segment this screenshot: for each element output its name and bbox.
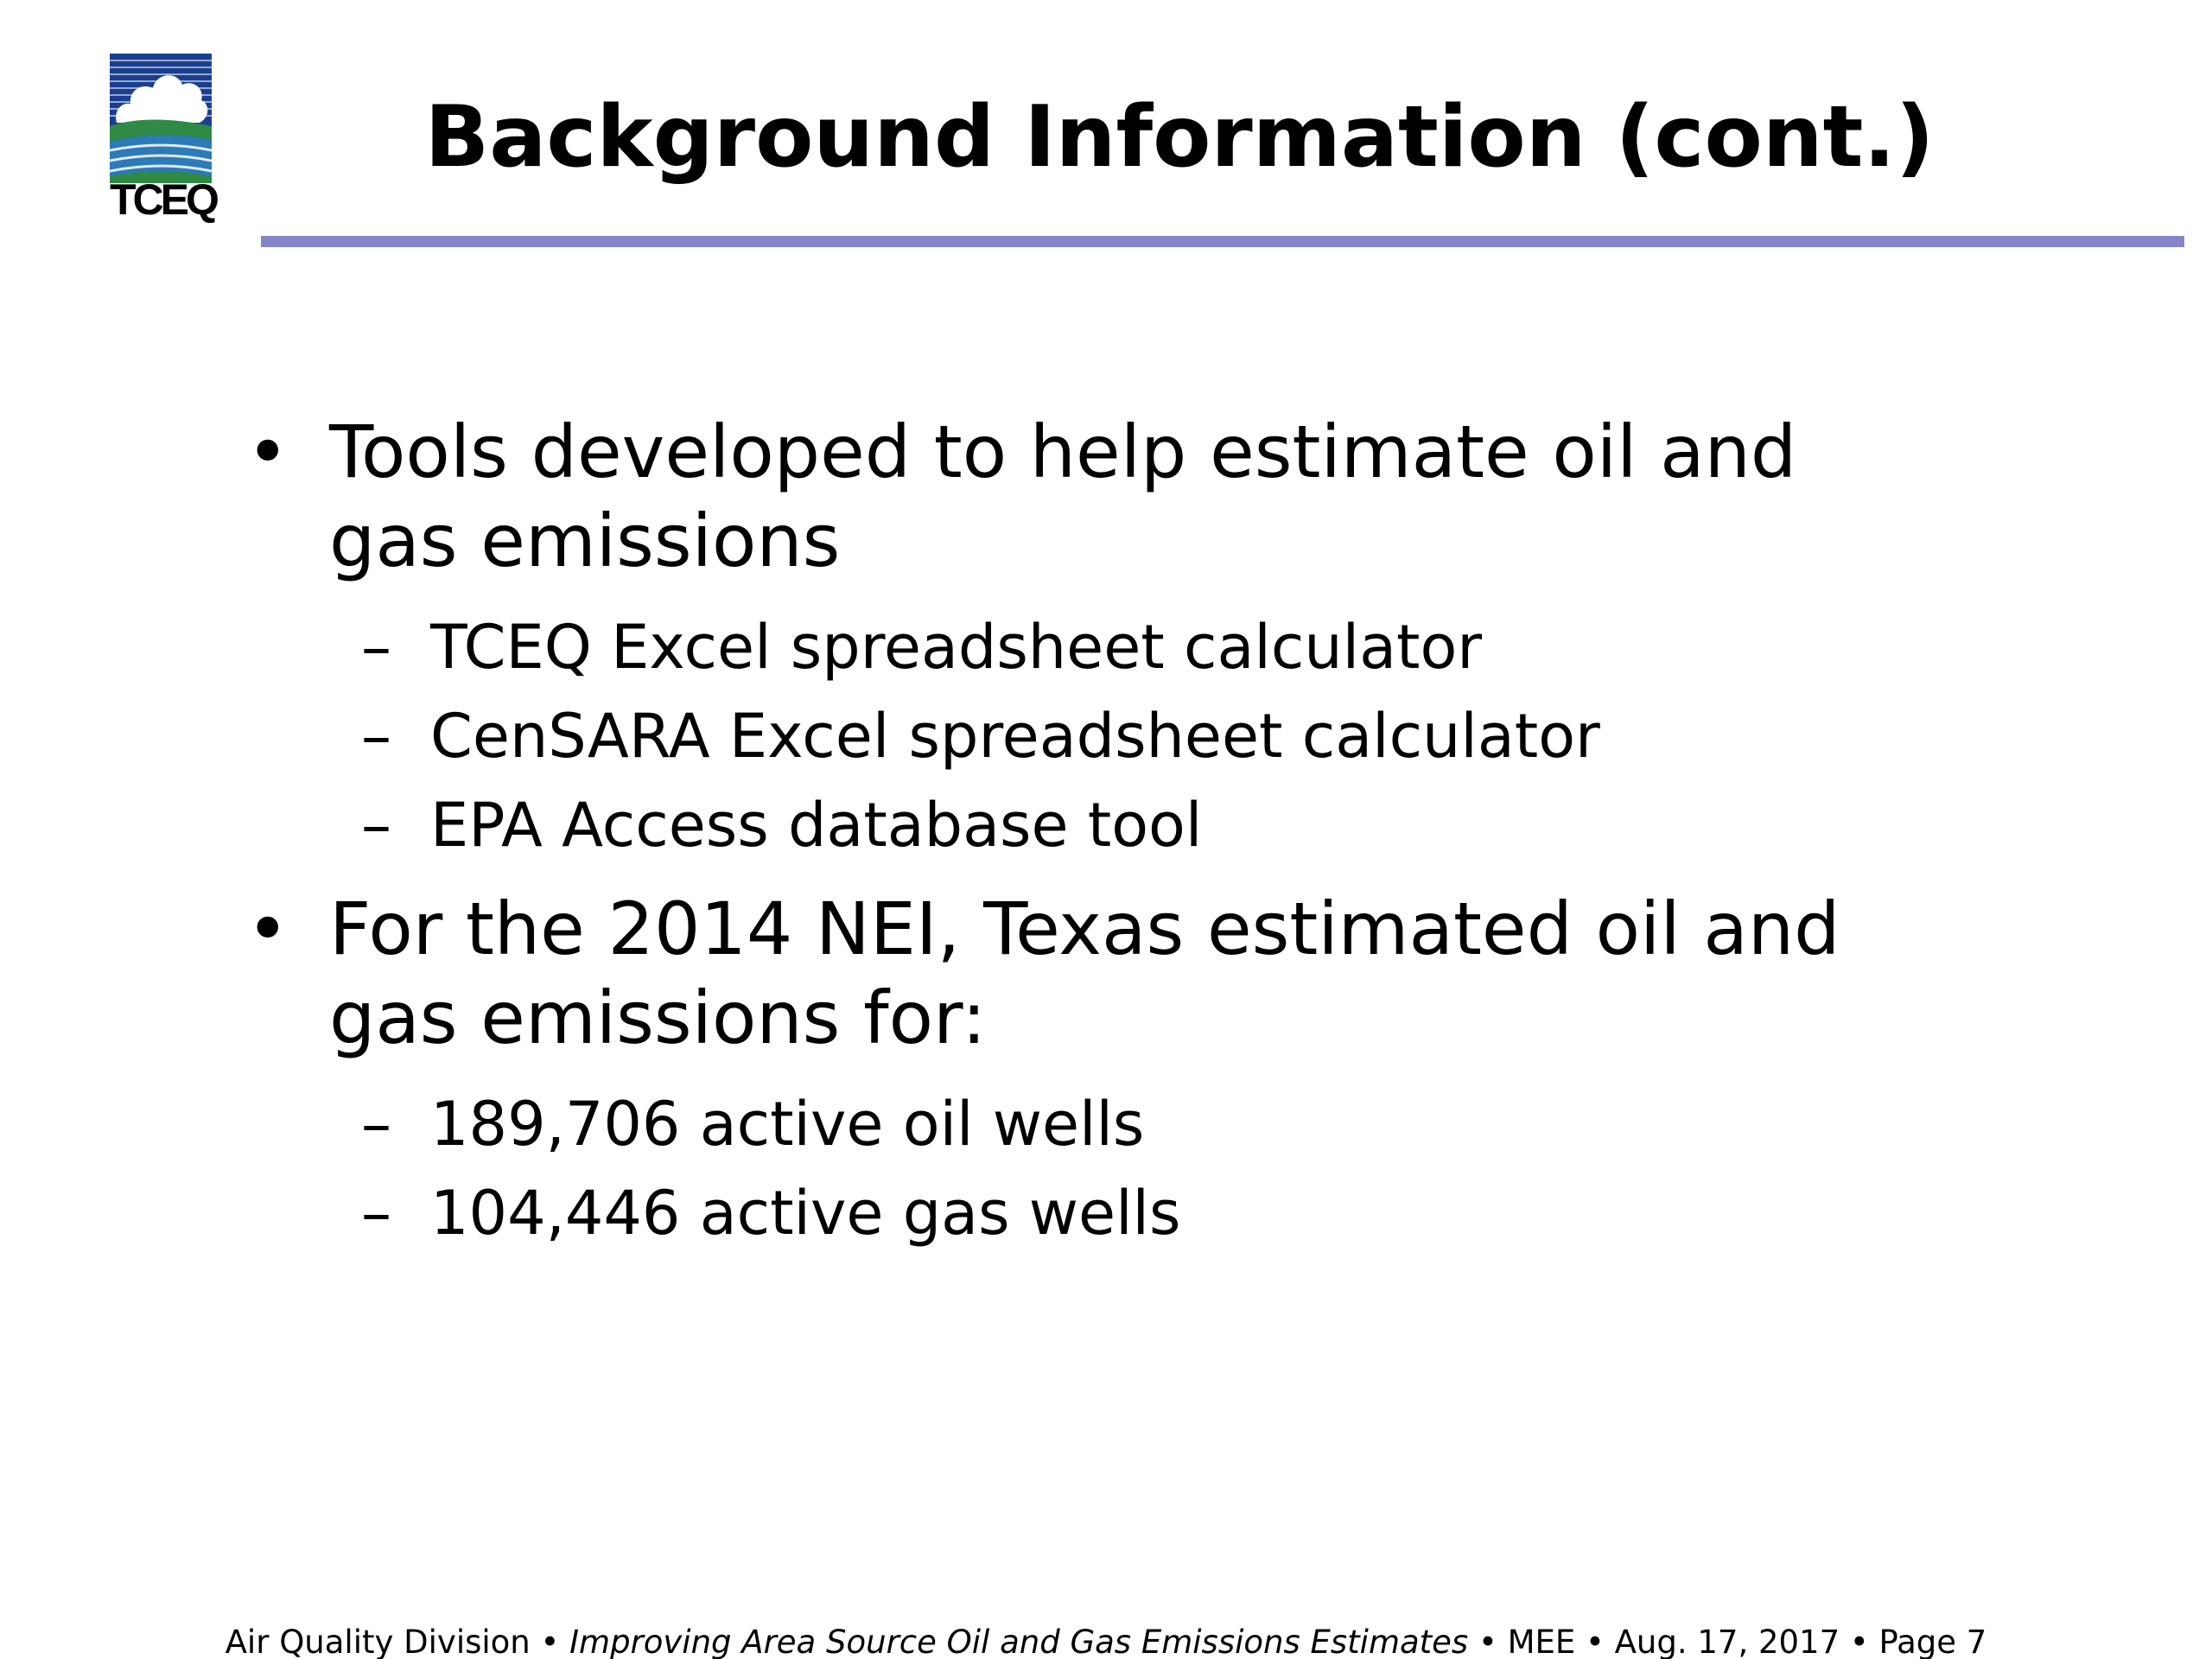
sub-bullet-text: 104,446 active gas wells [430,1178,1181,1249]
bullet-text-line-1: Tools developed to help estimate oil and [329,410,1797,494]
bullet-text-line-1: For the 2014 NEI, Texas estimated oil and [329,887,1840,971]
bullet-text-line-2: gas emissions for: [329,976,987,1060]
bullet-dot: • [246,410,289,494]
logo-wordmark: TCEQ [110,175,216,224]
sub-bullet-dash: – [361,1089,391,1160]
sub-bullet-text: EPA Access database tool [430,790,1203,861]
sub-bullet-dash: – [361,612,391,683]
sub-bullet-text: CenSARA Excel spreadsheet calculator [430,701,1600,772]
sub-bullet-dash: – [361,701,391,772]
sub-bullet-text: 189,706 active oil wells [430,1089,1145,1160]
slide-footer [0,1626,2212,1658]
sub-bullet-dash: – [361,1178,391,1249]
footer-event-date-page: • MEE • Aug. 17, 2017 • Page 7 [1468,1624,1987,1659]
bullet-text-line-2: gas emissions [329,499,841,583]
sub-bullet-dash: – [361,790,391,861]
footer-presentation-title: Improving Area Source Oil and Gas Emissions Estimates [569,1624,1469,1659]
sub-bullet-text: TCEQ Excel spreadsheet calculator [430,612,1483,683]
footer-division: Air Quality Division • [225,1624,570,1659]
slide-title: Background Information (cont.) [424,88,1935,187]
bullet-dot: • [246,887,289,971]
